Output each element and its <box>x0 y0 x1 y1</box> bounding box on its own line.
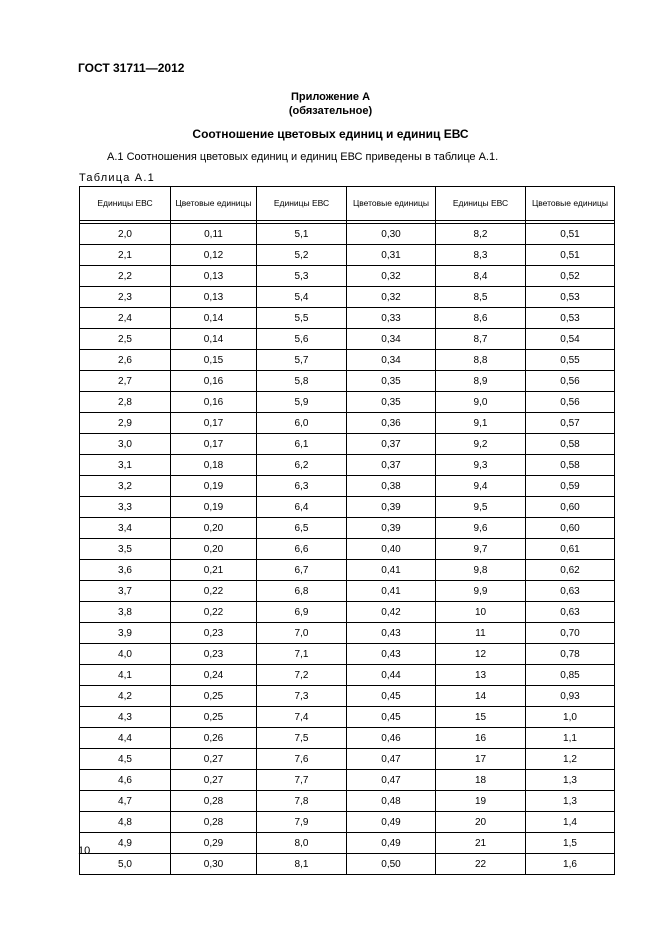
color-value-cell: 0,43 <box>347 644 436 665</box>
intro-paragraph: А.1 Соотношения цветовых единиц и единиц ЕВС приведены в таблице А.1. <box>107 151 499 163</box>
ebc-value-cell: 3,0 <box>80 434 171 455</box>
color-value-cell: 0,44 <box>347 665 436 686</box>
color-value-cell: 1,5 <box>526 833 615 854</box>
table-row <box>80 413 615 434</box>
color-value-cell: 0,29 <box>171 833 257 854</box>
ebc-value-cell: 5,4 <box>257 287 347 308</box>
color-value-cell: 1,3 <box>526 791 615 812</box>
color-value-cell: 0,32 <box>347 287 436 308</box>
ebc-value-cell: 7,4 <box>257 707 347 728</box>
color-value-cell: 0,20 <box>171 518 257 539</box>
table-row <box>80 623 615 644</box>
header-color-units-3: Цветовые единицы <box>526 187 615 221</box>
color-value-cell: 0,63 <box>526 602 615 623</box>
color-value-cell: 0,35 <box>347 392 436 413</box>
ebc-value-cell: 17 <box>436 749 526 770</box>
ebc-value-cell: 7,8 <box>257 791 347 812</box>
color-value-cell: 0,47 <box>347 770 436 791</box>
ebc-value-cell: 22 <box>436 854 526 875</box>
ebc-value-cell: 9,6 <box>436 518 526 539</box>
ebc-value-cell: 6,9 <box>257 602 347 623</box>
ebc-value-cell: 4,6 <box>80 770 171 791</box>
ebc-value-cell: 11 <box>436 623 526 644</box>
color-value-cell: 0,15 <box>171 350 257 371</box>
color-value-cell: 0,48 <box>347 791 436 812</box>
ebc-value-cell: 6,4 <box>257 497 347 518</box>
color-value-cell: 0,51 <box>526 224 615 245</box>
appendix-title: Приложение А <box>290 91 371 103</box>
color-value-cell: 0,36 <box>347 413 436 434</box>
ebc-value-cell: 5,1 <box>257 224 347 245</box>
ebc-value-cell: 2,7 <box>80 371 171 392</box>
color-value-cell: 0,42 <box>347 602 436 623</box>
ebc-value-cell: 5,0 <box>80 854 171 875</box>
ebc-value-cell: 18 <box>436 770 526 791</box>
ebc-value-cell: 4,8 <box>80 812 171 833</box>
ebc-value-cell: 6,7 <box>257 560 347 581</box>
ebc-value-cell: 2,9 <box>80 413 171 434</box>
color-value-cell: 0,18 <box>171 455 257 476</box>
ebc-value-cell: 4,4 <box>80 728 171 749</box>
section-title: Соотношение цветовых единиц и единиц ЕВС <box>192 127 469 141</box>
ebc-value-cell: 21 <box>436 833 526 854</box>
ebc-value-cell: 3,4 <box>80 518 171 539</box>
table-row <box>80 665 615 686</box>
color-value-cell: 0,45 <box>347 707 436 728</box>
table-row <box>80 455 615 476</box>
ebc-value-cell: 8,5 <box>436 287 526 308</box>
ebc-value-cell: 6,8 <box>257 581 347 602</box>
color-value-cell: 0,50 <box>347 854 436 875</box>
color-value-cell: 0,11 <box>171 224 257 245</box>
table-row <box>80 770 615 791</box>
color-value-cell: 0,51 <box>526 245 615 266</box>
ebc-value-cell: 7,0 <box>257 623 347 644</box>
ebc-value-cell: 6,1 <box>257 434 347 455</box>
ebc-value-cell: 5,7 <box>257 350 347 371</box>
ebc-value-cell: 12 <box>436 644 526 665</box>
color-value-cell: 1,4 <box>526 812 615 833</box>
color-value-cell: 0,58 <box>526 434 615 455</box>
color-value-cell: 1,6 <box>526 854 615 875</box>
ebc-value-cell: 6,2 <box>257 455 347 476</box>
color-value-cell: 0,35 <box>347 371 436 392</box>
color-value-cell: 0,54 <box>526 329 615 350</box>
ebc-value-cell: 5,8 <box>257 371 347 392</box>
color-value-cell: 0,43 <box>347 623 436 644</box>
color-value-cell: 0,41 <box>347 581 436 602</box>
ebc-value-cell: 5,3 <box>257 266 347 287</box>
ebc-value-cell: 7,1 <box>257 644 347 665</box>
color-value-cell: 0,61 <box>526 539 615 560</box>
ebc-value-cell: 7,9 <box>257 812 347 833</box>
color-value-cell: 0,14 <box>171 308 257 329</box>
conversion-table <box>79 186 615 875</box>
ebc-value-cell: 3,7 <box>80 581 171 602</box>
table-row <box>80 539 615 560</box>
color-value-cell: 0,78 <box>526 644 615 665</box>
color-value-cell: 0,49 <box>347 812 436 833</box>
ebc-value-cell: 8,6 <box>436 308 526 329</box>
ebc-value-cell: 4,7 <box>80 791 171 812</box>
ebc-value-cell: 3,8 <box>80 602 171 623</box>
color-value-cell: 0,26 <box>171 728 257 749</box>
ebc-value-cell: 2,6 <box>80 350 171 371</box>
ebc-value-cell: 20 <box>436 812 526 833</box>
page-number: 10 <box>78 845 91 857</box>
color-value-cell: 0,22 <box>171 602 257 623</box>
ebc-value-cell: 7,3 <box>257 686 347 707</box>
ebc-value-cell: 2,2 <box>80 266 171 287</box>
table-row <box>80 749 615 770</box>
table-row <box>80 434 615 455</box>
color-value-cell: 1,1 <box>526 728 615 749</box>
ebc-value-cell: 2,1 <box>80 245 171 266</box>
table-row <box>80 329 615 350</box>
ebc-value-cell: 8,1 <box>257 854 347 875</box>
color-value-cell: 0,32 <box>347 266 436 287</box>
color-value-cell: 0,41 <box>347 560 436 581</box>
header-color-units-2: Цветовые единицы <box>347 187 436 221</box>
color-value-cell: 0,23 <box>171 644 257 665</box>
table-row <box>80 833 615 854</box>
ebc-value-cell: 4,2 <box>80 686 171 707</box>
standard-code: ГОСТ 31711—2012 <box>78 61 185 75</box>
color-value-cell: 0,58 <box>526 455 615 476</box>
color-value-cell: 0,45 <box>347 686 436 707</box>
color-value-cell: 0,46 <box>347 728 436 749</box>
table-row <box>80 518 615 539</box>
table-row <box>80 350 615 371</box>
ebc-value-cell: 4,9 <box>80 833 171 854</box>
ebc-value-cell: 9,2 <box>436 434 526 455</box>
color-value-cell: 0,60 <box>526 518 615 539</box>
color-value-cell: 0,63 <box>526 581 615 602</box>
color-value-cell: 0,16 <box>171 371 257 392</box>
header-ebc-units-3: Единицы ЕВС <box>436 187 526 221</box>
ebc-value-cell: 8,8 <box>436 350 526 371</box>
table-row <box>80 728 615 749</box>
color-value-cell: 0,53 <box>526 308 615 329</box>
color-value-cell: 1,3 <box>526 770 615 791</box>
ebc-value-cell: 8,2 <box>436 224 526 245</box>
ebc-value-cell: 4,0 <box>80 644 171 665</box>
color-value-cell: 0,30 <box>347 224 436 245</box>
ebc-value-cell: 10 <box>436 602 526 623</box>
color-value-cell: 0,55 <box>526 350 615 371</box>
ebc-value-cell: 9,3 <box>436 455 526 476</box>
ebc-value-cell: 8,7 <box>436 329 526 350</box>
ebc-value-cell: 4,5 <box>80 749 171 770</box>
color-value-cell: 0,47 <box>347 749 436 770</box>
ebc-value-cell: 6,0 <box>257 413 347 434</box>
table-row <box>80 560 615 581</box>
table-row <box>80 602 615 623</box>
color-value-cell: 0,19 <box>171 497 257 518</box>
color-value-cell: 0,59 <box>526 476 615 497</box>
color-value-cell: 0,16 <box>171 392 257 413</box>
ebc-value-cell: 9,8 <box>436 560 526 581</box>
color-value-cell: 0,60 <box>526 497 615 518</box>
ebc-value-cell: 3,1 <box>80 455 171 476</box>
header-color-units-1: Цветовые единицы <box>171 187 257 221</box>
ebc-value-cell: 9,0 <box>436 392 526 413</box>
ebc-value-cell: 13 <box>436 665 526 686</box>
table-row <box>80 497 615 518</box>
color-value-cell: 0,40 <box>347 539 436 560</box>
ebc-value-cell: 7,6 <box>257 749 347 770</box>
ebc-value-cell: 2,4 <box>80 308 171 329</box>
color-value-cell: 0,33 <box>347 308 436 329</box>
ebc-value-cell: 3,5 <box>80 539 171 560</box>
ebc-value-cell: 9,9 <box>436 581 526 602</box>
color-value-cell: 0,22 <box>171 581 257 602</box>
color-value-cell: 0,17 <box>171 434 257 455</box>
ebc-value-cell: 5,2 <box>257 245 347 266</box>
color-value-cell: 0,39 <box>347 497 436 518</box>
ebc-value-cell: 8,0 <box>257 833 347 854</box>
table-row <box>80 371 615 392</box>
color-value-cell: 0,37 <box>347 434 436 455</box>
color-value-cell: 0,25 <box>171 707 257 728</box>
appendix-status: (обязательное) <box>288 105 373 117</box>
ebc-value-cell: 7,5 <box>257 728 347 749</box>
ebc-value-cell: 3,3 <box>80 497 171 518</box>
color-value-cell: 0,27 <box>171 749 257 770</box>
color-value-cell: 0,23 <box>171 623 257 644</box>
ebc-value-cell: 7,7 <box>257 770 347 791</box>
ebc-value-cell: 19 <box>436 791 526 812</box>
ebc-value-cell: 8,4 <box>436 266 526 287</box>
table-row <box>80 308 615 329</box>
table-row <box>80 854 615 875</box>
color-value-cell: 0,25 <box>171 686 257 707</box>
table-header-row <box>80 187 615 221</box>
ebc-value-cell: 9,1 <box>436 413 526 434</box>
color-value-cell: 0,38 <box>347 476 436 497</box>
color-value-cell: 0,57 <box>526 413 615 434</box>
table-caption: Таблица А.1 <box>79 172 155 184</box>
table-row <box>80 245 615 266</box>
ebc-value-cell: 6,5 <box>257 518 347 539</box>
color-value-cell: 0,37 <box>347 455 436 476</box>
ebc-value-cell: 3,6 <box>80 560 171 581</box>
table-row <box>80 644 615 665</box>
color-value-cell: 0,53 <box>526 287 615 308</box>
color-value-cell: 0,28 <box>171 812 257 833</box>
color-value-cell: 0,70 <box>526 623 615 644</box>
ebc-value-cell: 4,1 <box>80 665 171 686</box>
ebc-value-cell: 9,5 <box>436 497 526 518</box>
ebc-value-cell: 8,9 <box>436 371 526 392</box>
header-ebc-units-1: Единицы ЕВС <box>80 187 171 221</box>
color-value-cell: 0,93 <box>526 686 615 707</box>
ebc-value-cell: 14 <box>436 686 526 707</box>
color-value-cell: 0,56 <box>526 371 615 392</box>
ebc-value-cell: 16 <box>436 728 526 749</box>
ebc-value-cell: 5,9 <box>257 392 347 413</box>
color-value-cell: 0,19 <box>171 476 257 497</box>
ebc-value-cell: 6,3 <box>257 476 347 497</box>
table-row <box>80 707 615 728</box>
table-row <box>80 791 615 812</box>
color-value-cell: 0,34 <box>347 329 436 350</box>
ebc-value-cell: 6,6 <box>257 539 347 560</box>
color-value-cell: 1,0 <box>526 707 615 728</box>
color-value-cell: 0,31 <box>347 245 436 266</box>
color-value-cell: 0,34 <box>347 350 436 371</box>
color-value-cell: 0,24 <box>171 665 257 686</box>
ebc-value-cell: 5,6 <box>257 329 347 350</box>
ebc-value-cell: 8,3 <box>436 245 526 266</box>
table-row <box>80 266 615 287</box>
ebc-value-cell: 2,0 <box>80 224 171 245</box>
color-value-cell: 0,13 <box>171 287 257 308</box>
color-value-cell: 0,62 <box>526 560 615 581</box>
color-value-cell: 0,12 <box>171 245 257 266</box>
ebc-value-cell: 2,8 <box>80 392 171 413</box>
table-row <box>80 476 615 497</box>
color-value-cell: 0,17 <box>171 413 257 434</box>
ebc-value-cell: 5,5 <box>257 308 347 329</box>
header-ebc-units-2: Единицы ЕВС <box>257 187 347 221</box>
color-value-cell: 1,2 <box>526 749 615 770</box>
ebc-value-cell: 3,2 <box>80 476 171 497</box>
ebc-value-cell: 2,5 <box>80 329 171 350</box>
table-row <box>80 581 615 602</box>
color-value-cell: 0,27 <box>171 770 257 791</box>
color-value-cell: 0,56 <box>526 392 615 413</box>
table-row <box>80 812 615 833</box>
ebc-value-cell: 3,9 <box>80 623 171 644</box>
color-value-cell: 0,39 <box>347 518 436 539</box>
table-row <box>80 392 615 413</box>
color-value-cell: 0,13 <box>171 266 257 287</box>
color-value-cell: 0,49 <box>347 833 436 854</box>
appendix-heading <box>0 90 661 118</box>
color-value-cell: 0,28 <box>171 791 257 812</box>
ebc-value-cell: 9,7 <box>436 539 526 560</box>
color-value-cell: 0,14 <box>171 329 257 350</box>
color-value-cell: 0,30 <box>171 854 257 875</box>
ebc-value-cell: 4,3 <box>80 707 171 728</box>
color-value-cell: 0,85 <box>526 665 615 686</box>
table-row <box>80 686 615 707</box>
color-value-cell: 0,52 <box>526 266 615 287</box>
color-value-cell: 0,20 <box>171 539 257 560</box>
table-body <box>80 221 615 875</box>
ebc-value-cell: 9,4 <box>436 476 526 497</box>
table-row <box>80 287 615 308</box>
color-value-cell: 0,21 <box>171 560 257 581</box>
ebc-value-cell: 15 <box>436 707 526 728</box>
ebc-value-cell: 7,2 <box>257 665 347 686</box>
ebc-value-cell: 2,3 <box>80 287 171 308</box>
table-row <box>80 224 615 245</box>
